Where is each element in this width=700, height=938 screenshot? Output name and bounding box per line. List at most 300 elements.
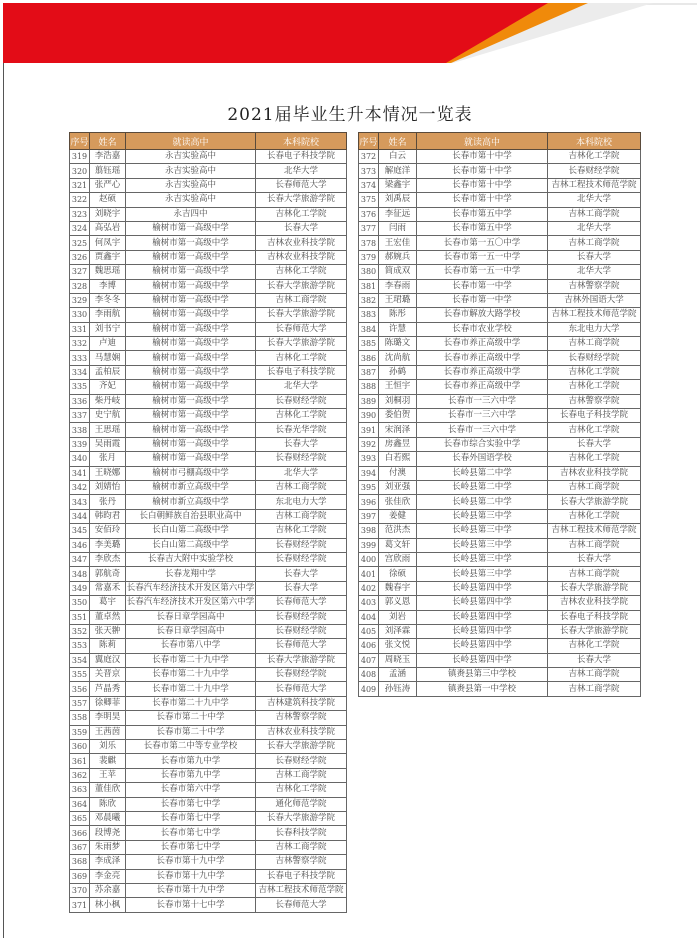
cell-high-school: 长春市解放大路学校: [417, 308, 548, 322]
cell-high-school: 长春市养正高级中学: [417, 337, 548, 351]
cell-name: 魏思瑶: [90, 265, 126, 279]
cell-high-school: 长白朝鲜族自治县职业高中: [126, 509, 256, 523]
cell-university: 吉林工商学院: [256, 480, 347, 494]
cell-index: 367: [70, 840, 90, 854]
cell-high-school: 长春市养正高级中学: [417, 351, 548, 365]
cell-high-school: 长岭县第三中学: [417, 552, 548, 566]
cell-name: 魏春宇: [379, 581, 417, 595]
cell-high-school: 长春市第十中学: [417, 178, 548, 192]
cell-index: 331: [70, 322, 90, 336]
cell-name: 孙鹤: [379, 365, 417, 379]
cell-high-school: 长春市一三六中学: [417, 409, 548, 423]
cell-name: 郭义恩: [379, 596, 417, 610]
cell-university: 长春财经学院: [548, 164, 641, 178]
cell-high-school: 长春汽车经济技术开发区第六中学: [126, 596, 256, 610]
cell-name: 卢迪: [90, 337, 126, 351]
cell-university: 吉林化工学院: [548, 639, 641, 653]
cell-university: 长春财经学院: [256, 754, 347, 768]
cell-high-school: 长春市第十九中学: [126, 855, 256, 869]
cell-university: 东北电力大学: [548, 322, 641, 336]
table-row: [359, 265, 641, 279]
cell-university: 吉林工商学院: [256, 768, 347, 782]
cell-university: 吉林工商学院: [548, 480, 641, 494]
cell-high-school: 榆树市第一高级中学: [126, 250, 256, 264]
cell-index: 376: [359, 207, 379, 221]
table-row: [70, 725, 347, 739]
cell-name: 张丹: [90, 495, 126, 509]
cell-high-school: 长春日章学园高中: [126, 610, 256, 624]
cell-high-school: 长春市第九中学: [126, 768, 256, 782]
cell-high-school: 长岭县第二中学: [417, 466, 548, 480]
cell-index: 348: [70, 567, 90, 581]
cell-index: 379: [359, 250, 379, 264]
cell-index: 375: [359, 193, 379, 207]
cell-university: 吉林农业科技学院: [256, 250, 347, 264]
cell-high-school: 榆树市新立高级中学: [126, 495, 256, 509]
cell-high-school: 镇赉县第一中学校: [417, 682, 548, 696]
cell-name: 关晋京: [90, 668, 126, 682]
table-row: [359, 610, 641, 624]
cell-index: 378: [359, 236, 379, 250]
cell-high-school: 长春市第一五一中学: [417, 250, 548, 264]
table-row: [70, 279, 347, 293]
cell-name: 陈璐文: [379, 337, 417, 351]
cell-university: 吉林农业科技学院: [548, 466, 641, 480]
table-row: [70, 668, 347, 682]
cell-university: 吉林农业科技学院: [256, 725, 347, 739]
cell-university: 长春电子科技学院: [256, 869, 347, 883]
cell-name: 刘晓宇: [90, 207, 126, 221]
cell-name: 陈欣: [90, 797, 126, 811]
table-row: [70, 797, 347, 811]
cell-high-school: 长岭县第四中学: [417, 624, 548, 638]
cell-university: 北华大学: [256, 164, 347, 178]
table-row: [70, 509, 347, 523]
table-row: [359, 495, 641, 509]
cell-name: 刘书宁: [90, 322, 126, 336]
cell-high-school: 长春市第二十九中学: [126, 682, 256, 696]
cell-index: 384: [359, 322, 379, 336]
cell-high-school: 长春日章学园高中: [126, 624, 256, 638]
cell-high-school: 长春市农业学校: [417, 322, 548, 336]
cell-high-school: 长春市第二中等专业学校: [126, 740, 256, 754]
table-row: [359, 351, 641, 365]
cell-high-school: 长春市养正高级中学: [417, 380, 548, 394]
cell-index: 344: [70, 509, 90, 523]
cell-name: 李春雨: [379, 279, 417, 293]
table-row: [359, 279, 641, 293]
table-row: [70, 322, 347, 336]
cell-university: 长春师范大学: [256, 682, 347, 696]
cell-university: 长春财经学院: [256, 610, 347, 624]
table-row: [70, 437, 347, 451]
cell-index: 340: [70, 452, 90, 466]
cell-university: 长春大学: [256, 437, 347, 451]
cell-index: 329: [70, 293, 90, 307]
cell-high-school: 永吉实验高中: [126, 193, 256, 207]
cell-university: 长春大学旅游学院: [256, 279, 347, 293]
cell-name: 白若熙: [379, 452, 417, 466]
cell-high-school: 长春市第五中学: [417, 207, 548, 221]
cell-high-school: 长春市第十九中学: [126, 883, 256, 897]
cell-index: 354: [70, 653, 90, 667]
cell-university: 吉林化工学院: [256, 265, 347, 279]
cell-name: 何凤宇: [90, 236, 126, 250]
cell-high-school: 长春市第六中学: [126, 783, 256, 797]
cell-high-school: 榆树市第一高级中学: [126, 322, 256, 336]
cell-name: 解庭洋: [379, 164, 417, 178]
table-row: [70, 380, 347, 394]
cell-university: 吉林工商学院: [548, 337, 641, 351]
cell-name: 宋润泽: [379, 423, 417, 437]
cell-high-school: 榆树市新立高级中学: [126, 480, 256, 494]
table-row: [70, 552, 347, 566]
cell-index: 347: [70, 552, 90, 566]
cell-high-school: 榆树市第一高级中学: [126, 308, 256, 322]
table-row: [70, 624, 347, 638]
cell-university: 长春大学: [548, 552, 641, 566]
header-name: 姓名: [90, 133, 126, 150]
cell-name: 贾鑫宇: [90, 250, 126, 264]
cell-high-school: 长春市第七中学: [126, 826, 256, 840]
cell-index: 396: [359, 495, 379, 509]
cell-index: 368: [70, 855, 90, 869]
cell-high-school: 长白山第二高级中学: [126, 538, 256, 552]
cell-index: 323: [70, 207, 90, 221]
cell-name: 李明昊: [90, 711, 126, 725]
cell-university: 长春大学旅游学院: [548, 624, 641, 638]
cell-name: 孟涵: [379, 668, 417, 682]
cell-high-school: 榆树市第一高级中学: [126, 423, 256, 437]
cell-index: 350: [70, 596, 90, 610]
table-row: [70, 351, 347, 365]
cell-university: 长春大学旅游学院: [548, 581, 641, 595]
cell-name: 陈彤: [379, 308, 417, 322]
cell-high-school: 长春市综合实验中学: [417, 437, 548, 451]
cell-high-school: 长春市第五中学: [417, 221, 548, 235]
cell-name: 王晓娜: [90, 466, 126, 480]
cell-index: 385: [359, 337, 379, 351]
table-row: [359, 639, 641, 653]
cell-university: 长春大学: [256, 567, 347, 581]
cell-index: 338: [70, 423, 90, 437]
cell-name: 王珺璐: [379, 293, 417, 307]
cell-high-school: 长春市第十中学: [417, 164, 548, 178]
cell-index: 370: [70, 883, 90, 897]
cell-name: 王恒宇: [379, 380, 417, 394]
cell-index: 346: [70, 538, 90, 552]
cell-university: 吉林化工学院: [256, 409, 347, 423]
cell-university: 吉林工商学院: [548, 538, 641, 552]
cell-university: 长春大学旅游学院: [256, 337, 347, 351]
cell-university: 吉林化工学院: [548, 423, 641, 437]
cell-university: 长春财经学院: [256, 452, 347, 466]
table-row: [70, 524, 347, 538]
table-row: [70, 855, 347, 869]
table-row: [70, 394, 347, 408]
cell-university: 长春师范大学: [256, 322, 347, 336]
cell-high-school: 长岭县第四中学: [417, 610, 548, 624]
cell-high-school: 榆树市第一高级中学: [126, 394, 256, 408]
cell-high-school: 长春市第一中学: [417, 293, 548, 307]
table-row: [70, 466, 347, 480]
cell-index: 355: [70, 668, 90, 682]
cell-index: 357: [70, 696, 90, 710]
cell-index: 342: [70, 480, 90, 494]
cell-high-school: 长春市第二十九中学: [126, 696, 256, 710]
cell-name: 梁鑫宇: [379, 178, 417, 192]
cell-index: 325: [70, 236, 90, 250]
cell-high-school: 永吉实验高中: [126, 178, 256, 192]
table-row: [70, 596, 347, 610]
cell-name: 芦晶秀: [90, 682, 126, 696]
cell-high-school: 榆树市第一高级中学: [126, 293, 256, 307]
cell-high-school: 长岭县第三中学: [417, 524, 548, 538]
cell-index: 359: [70, 725, 90, 739]
cell-university: 长春光华学院: [256, 423, 347, 437]
cell-index: 373: [359, 164, 379, 178]
cell-index: 327: [70, 265, 90, 279]
cell-high-school: 长春吉大附中实验学校: [126, 552, 256, 566]
cell-name: 李博: [90, 279, 126, 293]
cell-index: 400: [359, 552, 379, 566]
header-university: 本科院校: [256, 133, 347, 150]
cell-high-school: 榆树市第一高级中学: [126, 437, 256, 451]
cell-index: 326: [70, 250, 90, 264]
cell-university: 吉林化工学院: [548, 509, 641, 523]
cell-name: 李浩嘉: [90, 150, 126, 164]
cell-university: 吉林化工学院: [548, 380, 641, 394]
cell-university: 长春大学: [256, 581, 347, 595]
table-row: [70, 193, 347, 207]
cell-university: 通化师范学院: [256, 797, 347, 811]
cell-name: 柴丹岐: [90, 394, 126, 408]
table-row: [70, 740, 347, 754]
cell-high-school: 长岭县第四中学: [417, 639, 548, 653]
cell-name: 李欣杰: [90, 552, 126, 566]
cell-high-school: 长春市第十中学: [417, 193, 548, 207]
header-high-school: 就读高中: [126, 133, 256, 150]
cell-high-school: 长岭县第三中学: [417, 538, 548, 552]
cell-index: 332: [70, 337, 90, 351]
cell-high-school: 长春市一三六中学: [417, 423, 548, 437]
cell-university: 长春大学: [548, 437, 641, 451]
header-index: 序号: [70, 133, 90, 150]
cell-name: 王茜茵: [90, 725, 126, 739]
cell-university: 长春电子科技学院: [256, 150, 347, 164]
cell-high-school: 长白山第二高级中学: [126, 524, 256, 538]
cell-index: 394: [359, 466, 379, 480]
cell-index: 408: [359, 668, 379, 682]
cell-name: 李美璐: [90, 538, 126, 552]
table-row: [70, 826, 347, 840]
cell-name: 孟柏辰: [90, 365, 126, 379]
table-row: [70, 293, 347, 307]
table-row: [359, 668, 641, 682]
cell-name: 陈莉: [90, 639, 126, 653]
cell-name: 王苹: [90, 768, 126, 782]
cell-high-school: 长春龙翔中学: [126, 567, 256, 581]
cell-university: 吉林工程技术师范学院: [256, 883, 347, 897]
cell-name: 张佳欣: [379, 495, 417, 509]
cell-high-school: 榆树市第一高级中学: [126, 380, 256, 394]
cell-high-school: 长岭县第二中学: [417, 480, 548, 494]
cell-name: 高弘岩: [90, 221, 126, 235]
cell-university: 北华大学: [256, 466, 347, 480]
cell-index: 366: [70, 826, 90, 840]
table-row: [70, 783, 347, 797]
cell-index: 345: [70, 524, 90, 538]
cell-index: 374: [359, 178, 379, 192]
cell-name: 韩昀君: [90, 509, 126, 523]
cell-name: 房鑫昱: [379, 437, 417, 451]
table-row: [70, 164, 347, 178]
table-row: [359, 581, 641, 595]
cell-index: 360: [70, 740, 90, 754]
cell-university: 吉林警察学院: [256, 855, 347, 869]
table-row: [70, 811, 347, 825]
cell-index: 409: [359, 682, 379, 696]
cell-high-school: 长春市第二十中学: [126, 711, 256, 725]
cell-high-school: 长岭县第三中学: [417, 567, 548, 581]
cell-index: 393: [359, 452, 379, 466]
cell-name: 刘桐羽: [379, 394, 417, 408]
cell-name: 史宁航: [90, 409, 126, 423]
cell-university: 北华大学: [548, 193, 641, 207]
cell-high-school: 长春市第七中学: [126, 811, 256, 825]
table-row: [70, 409, 347, 423]
cell-university: 吉林化工学院: [256, 207, 347, 221]
table-row: [359, 624, 641, 638]
cell-index: 405: [359, 624, 379, 638]
cell-university: 吉林外国语大学: [548, 293, 641, 307]
table-row: [359, 552, 641, 566]
table-row: [70, 265, 347, 279]
cell-name: 张文悦: [379, 639, 417, 653]
cell-name: 宫欣雨: [379, 552, 417, 566]
table-row: [70, 653, 347, 667]
cell-high-school: 长春市第十九中学: [126, 869, 256, 883]
cell-index: 349: [70, 581, 90, 595]
table-row: [70, 250, 347, 264]
cell-index: 341: [70, 466, 90, 480]
cell-university: 吉林工商学院: [256, 293, 347, 307]
cell-index: 395: [359, 480, 379, 494]
cell-university: 长春大学旅游学院: [256, 740, 347, 754]
table-row: [359, 207, 641, 221]
cell-name: 安佰玲: [90, 524, 126, 538]
table-row: [70, 538, 347, 552]
right-table-header: [359, 133, 641, 150]
cell-university: 吉林警察学院: [548, 279, 641, 293]
cell-index: 343: [70, 495, 90, 509]
cell-university: 长春大学旅游学院: [256, 811, 347, 825]
cell-name: 董卓然: [90, 610, 126, 624]
table-row: [70, 768, 347, 782]
table-row: [359, 437, 641, 451]
cell-name: 简成双: [379, 265, 417, 279]
cell-high-school: 长春市第二十中学: [126, 725, 256, 739]
cell-university: 吉林工商学院: [548, 668, 641, 682]
cell-high-school: 长岭县第四中学: [417, 653, 548, 667]
table-row: [359, 682, 641, 696]
cell-name: 段博尧: [90, 826, 126, 840]
table-row: [70, 869, 347, 883]
table-row: [70, 639, 347, 653]
cell-university: 长春电子科技学院: [548, 610, 641, 624]
table-row: [359, 293, 641, 307]
cell-name: 白云: [379, 150, 417, 164]
cell-high-school: 长春市第八中学: [126, 639, 256, 653]
cell-name: 李成泽: [90, 855, 126, 869]
cell-name: 李雨航: [90, 308, 126, 322]
cell-university: 长春大学: [548, 653, 641, 667]
cell-university: 长春财经学院: [256, 624, 347, 638]
cell-index: 398: [359, 524, 379, 538]
cell-university: 吉林警察学院: [548, 394, 641, 408]
cell-index: 391: [359, 423, 379, 437]
cell-university: 长春财经学院: [548, 351, 641, 365]
table-row: [359, 653, 641, 667]
cell-name: 张月: [90, 452, 126, 466]
cell-high-school: 长春市第一中学: [417, 279, 548, 293]
cell-index: 321: [70, 178, 90, 192]
table-row: [359, 250, 641, 264]
table-row: [70, 898, 347, 912]
cell-name: 许慧: [379, 322, 417, 336]
table-row: [359, 164, 641, 178]
cell-index: 397: [359, 509, 379, 523]
table-row: [70, 883, 347, 897]
cell-name: 郝婉兵: [379, 250, 417, 264]
cell-name: 葛宇: [90, 596, 126, 610]
cell-index: 363: [70, 783, 90, 797]
cell-university: 吉林警察学院: [256, 711, 347, 725]
cell-name: 裴麒: [90, 754, 126, 768]
table-row: [70, 365, 347, 379]
cell-university: 东北电力大学: [256, 495, 347, 509]
cell-index: 407: [359, 653, 379, 667]
cell-index: 361: [70, 754, 90, 768]
cell-university: 长春大学旅游学院: [256, 308, 347, 322]
cell-index: 335: [70, 380, 90, 394]
table-row: [359, 524, 641, 538]
cell-index: 353: [70, 639, 90, 653]
cell-name: 孙钰涛: [379, 682, 417, 696]
table-row: [70, 452, 347, 466]
cell-university: 长春师范大学: [256, 898, 347, 912]
cell-university: 长春师范大学: [256, 596, 347, 610]
cell-index: 406: [359, 639, 379, 653]
cell-name: 葛文轩: [379, 538, 417, 552]
cell-index: 356: [70, 682, 90, 696]
cell-name: 刘泽霖: [379, 624, 417, 638]
cell-index: 380: [359, 265, 379, 279]
cell-index: 333: [70, 351, 90, 365]
cell-name: 林小枫: [90, 898, 126, 912]
table-row: [70, 423, 347, 437]
cell-name: 徐硕: [379, 567, 417, 581]
left-table-header: [70, 133, 347, 150]
cell-index: 382: [359, 293, 379, 307]
cell-index: 364: [70, 797, 90, 811]
cell-university: 吉林工商学院: [548, 236, 641, 250]
cell-name: 刘禹辰: [379, 193, 417, 207]
cell-index: 401: [359, 567, 379, 581]
cell-index: 371: [70, 898, 90, 912]
cell-name: 刘岩: [379, 610, 417, 624]
cell-index: 328: [70, 279, 90, 293]
